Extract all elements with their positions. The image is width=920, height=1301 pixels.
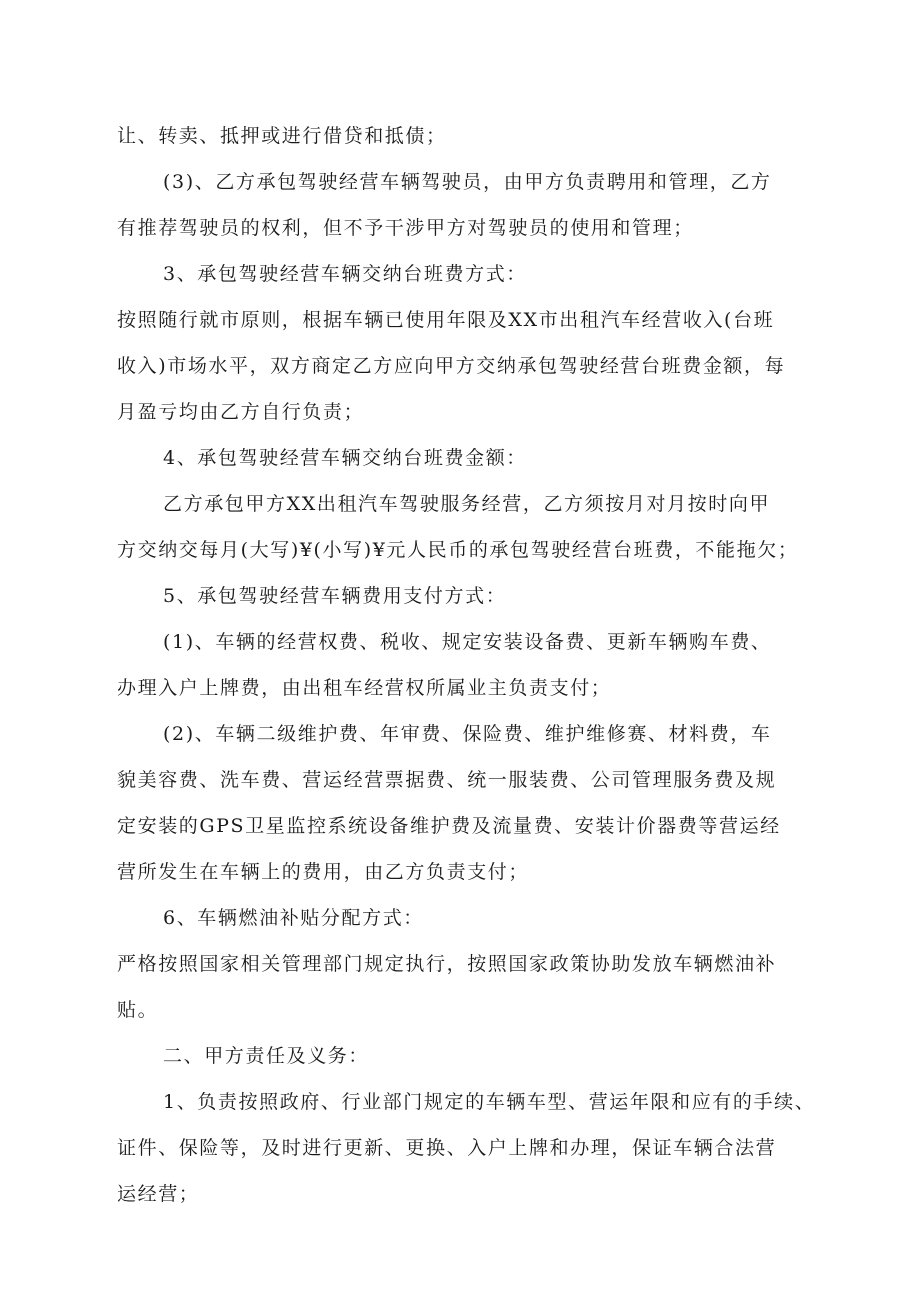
text-line-20: 贴。 [117, 999, 159, 1021]
text-line-6: 收入)市场水平，双方商定乙方应向甲方交纳承包驾驶经营台班费金额，每 [117, 355, 786, 377]
text-line-16: 定安装的GPS卫星监控系统设备维护费及流量费、安装计价器费等营运经 [117, 815, 781, 837]
text-line-24: 运经营； [117, 1183, 200, 1205]
text-line-22: 1、负责按照政府、行业部门规定的车辆车型、营运年限和应有的手续、 [163, 1091, 816, 1113]
text-line-19: 严格按照国家相关管理部门规定执行，按照国家政策协助发放车辆燃油补 [117, 953, 777, 975]
text-line-18: 6、车辆燃油补贴分配方式： [163, 907, 424, 929]
text-line-2: (3)、乙方承包驾驶经营车辆驾驶员，由甲方负责聘用和管理，乙方 [163, 171, 772, 193]
text-line-17: 营所发生在车辆上的费用，由乙方负责支付； [117, 861, 530, 883]
text-line-7: 月盈亏均由乙方自行负责； [117, 401, 365, 423]
text-line-1: 让、转卖、抵押或进行借贷和抵债； [117, 125, 447, 147]
text-line-8: 4、承包驾驶经营车辆交纳台班费金额： [163, 447, 527, 469]
text-line-15: 貌美容费、洗车费、营运经营票据费、统一服装费、公司管理服务费及规 [117, 769, 777, 791]
text-line-14: (2)、车辆二级维护费、年审费、保险费、维护维修赛、材料费，车 [163, 723, 772, 745]
text-line-13: 办理入户上牌费，由出租车经营权所属业主负责支付； [117, 677, 612, 699]
text-line-5: 按照随行就市原则，根据车辆已使用年限及XX市出租汽车经营收入(台班 [117, 309, 775, 331]
text-line-4: 3、承包驾驶经营车辆交纳台班费方式： [163, 263, 527, 285]
text-line-23: 证件、保险等，及时进行更新、更换、入户上牌和办理，保证车辆合法营 [117, 1137, 777, 1159]
text-line-11: 5、承包驾驶经营车辆费用支付方式： [163, 585, 507, 607]
text-line-12: (1)、车辆的经营权费、税收、规定安装设备费、更新车辆购车费、 [163, 631, 772, 653]
text-line-21: 二、甲方责任及义务： [163, 1045, 370, 1067]
text-line-9: 乙方承包甲方XX出租汽车驾驶服务经营，乙方须按月对月按时向甲 [163, 493, 771, 515]
text-line-3: 有推荐驾驶员的权利，但不予干涉甲方对驾驶员的使用和管理； [117, 217, 694, 239]
text-line-10: 方交纳交每月(大写)¥(小写)¥元人民币的承包驾驶经营台班费，不能拖欠； [117, 539, 799, 561]
